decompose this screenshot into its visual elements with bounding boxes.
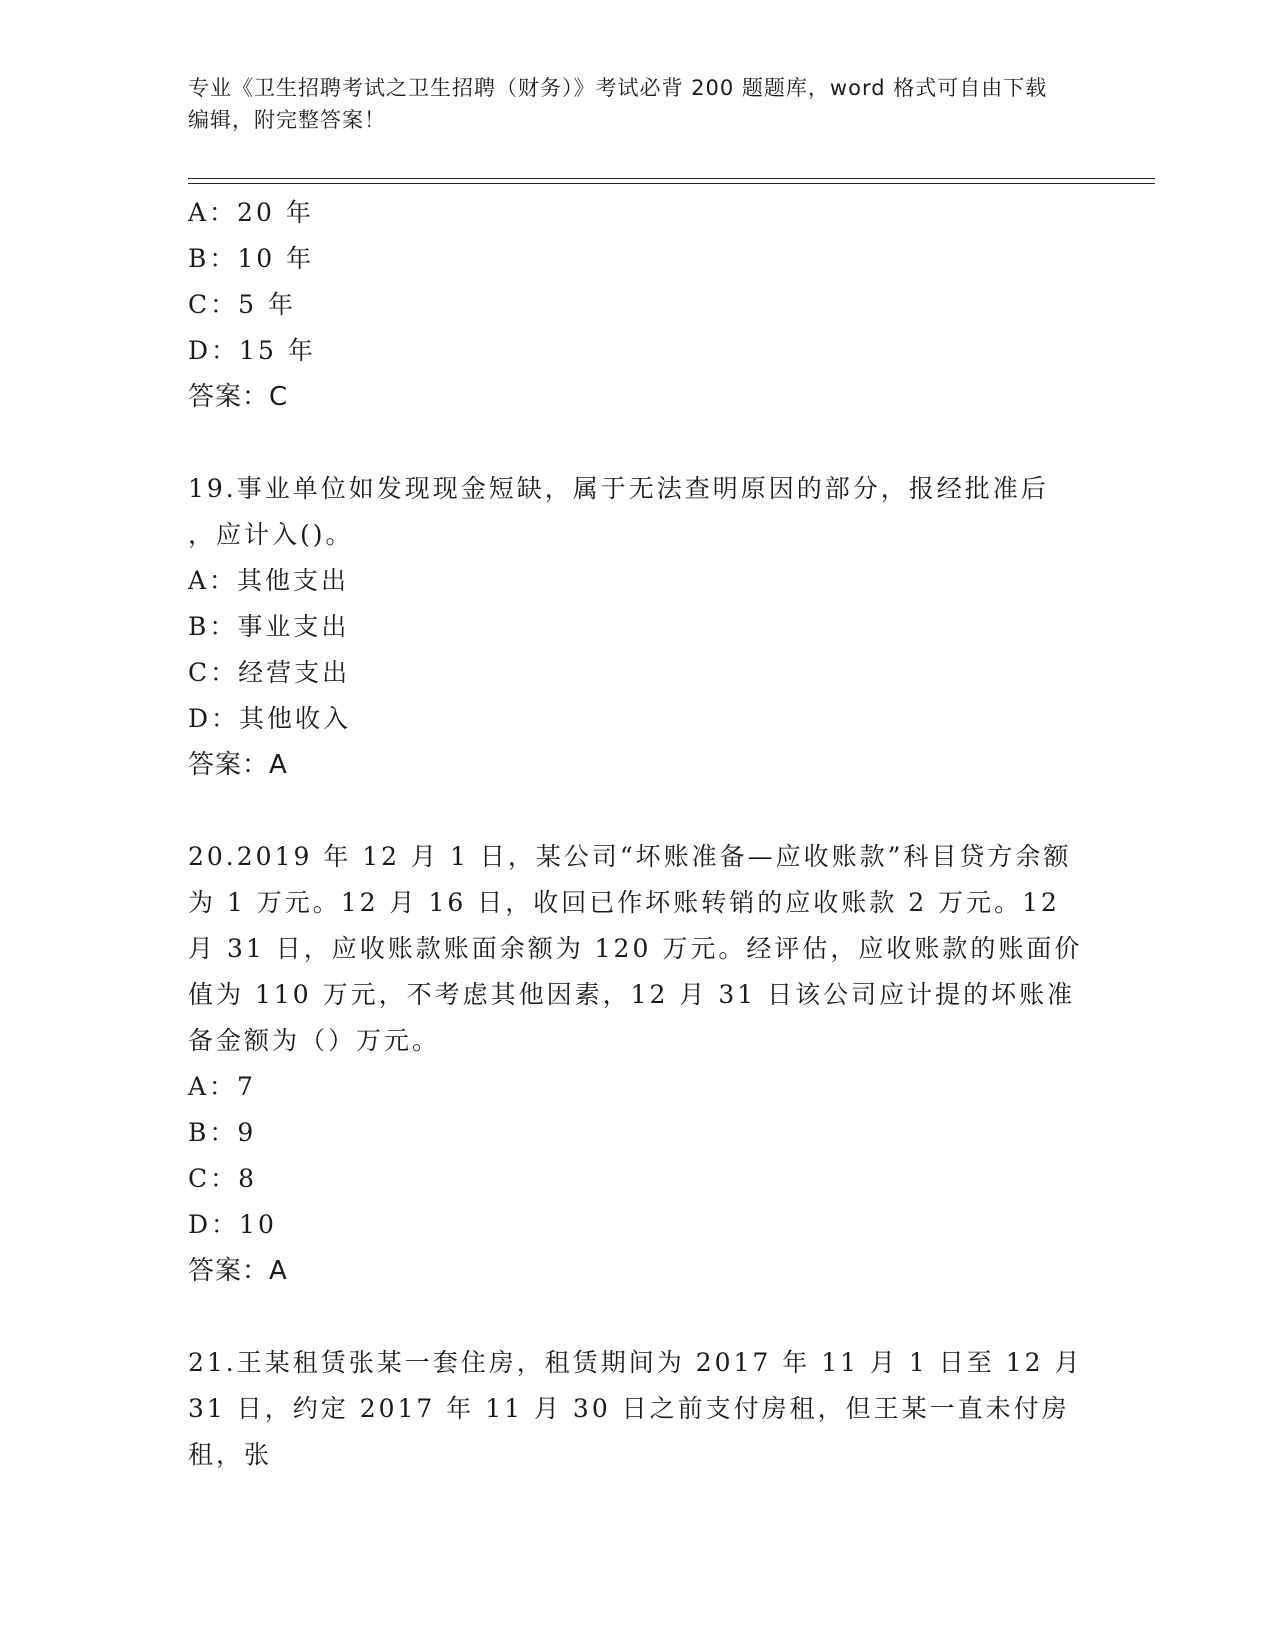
question-content bbox=[188, 190, 1088, 1478]
q18-option-b: B：10 年 bbox=[188, 244, 315, 273]
q20-option-a: A：7 bbox=[188, 1072, 256, 1101]
q19-option-c: C：经营支出 bbox=[188, 658, 351, 687]
q20-stem: 20.2019 年 12 月 1 日，某公司“坏账准备—应收账款”科目贷方余额为 1 万元。12 月 16 日，收回已作坏账转销的应收账款 2 万元。12 月 31 日，应收账款账面余额为 120 万元。经评估，应收账款的账面价值为 110 万元，不考虑其他因素，12 月 31 日该公司应计提的坏账准备金额为（）万元。 bbox=[188, 842, 1083, 1055]
q19-stem-line2: ，应计入()。 bbox=[188, 520, 354, 549]
q20-answer: 答案：A bbox=[188, 1256, 288, 1286]
q20-option-c: C：8 bbox=[188, 1164, 258, 1193]
header-divider-bottom bbox=[188, 183, 1155, 184]
document-header: 专业《卫生招聘考试之卫生招聘（财务）》考试必背 200 题题库，word 格式可自由下载编辑，附完整答案！ bbox=[188, 76, 1048, 132]
q20-option-d: D：10 bbox=[188, 1210, 277, 1239]
q19-option-d: D：其他收入 bbox=[188, 704, 352, 733]
q18-option-c: C：5 年 bbox=[188, 290, 296, 319]
q20-option-b: B：9 bbox=[188, 1118, 257, 1147]
q19-option-a: A：其他支出 bbox=[188, 566, 350, 595]
q19-answer: 答案：A bbox=[188, 750, 288, 780]
q21-stem: 21.王某租赁张某一套住房，租赁期间为 2017 年 11 月 1 日至 12 月 31 日，约定 2017 年 11 月 30 日之前支付房租，但王某一直未付房租，张 bbox=[188, 1348, 1083, 1469]
header-divider-top bbox=[188, 178, 1155, 179]
q19-option-b: B：事业支出 bbox=[188, 612, 350, 641]
q18-answer: 答案：C bbox=[188, 382, 289, 412]
q18-option-a: A：20 年 bbox=[188, 198, 314, 227]
q18-option-d: D：15 年 bbox=[188, 336, 316, 365]
q19-stem-line1: 19.事业单位如发现现金短缺，属于无法查明原因的部分，报经批准后 bbox=[188, 474, 1049, 503]
